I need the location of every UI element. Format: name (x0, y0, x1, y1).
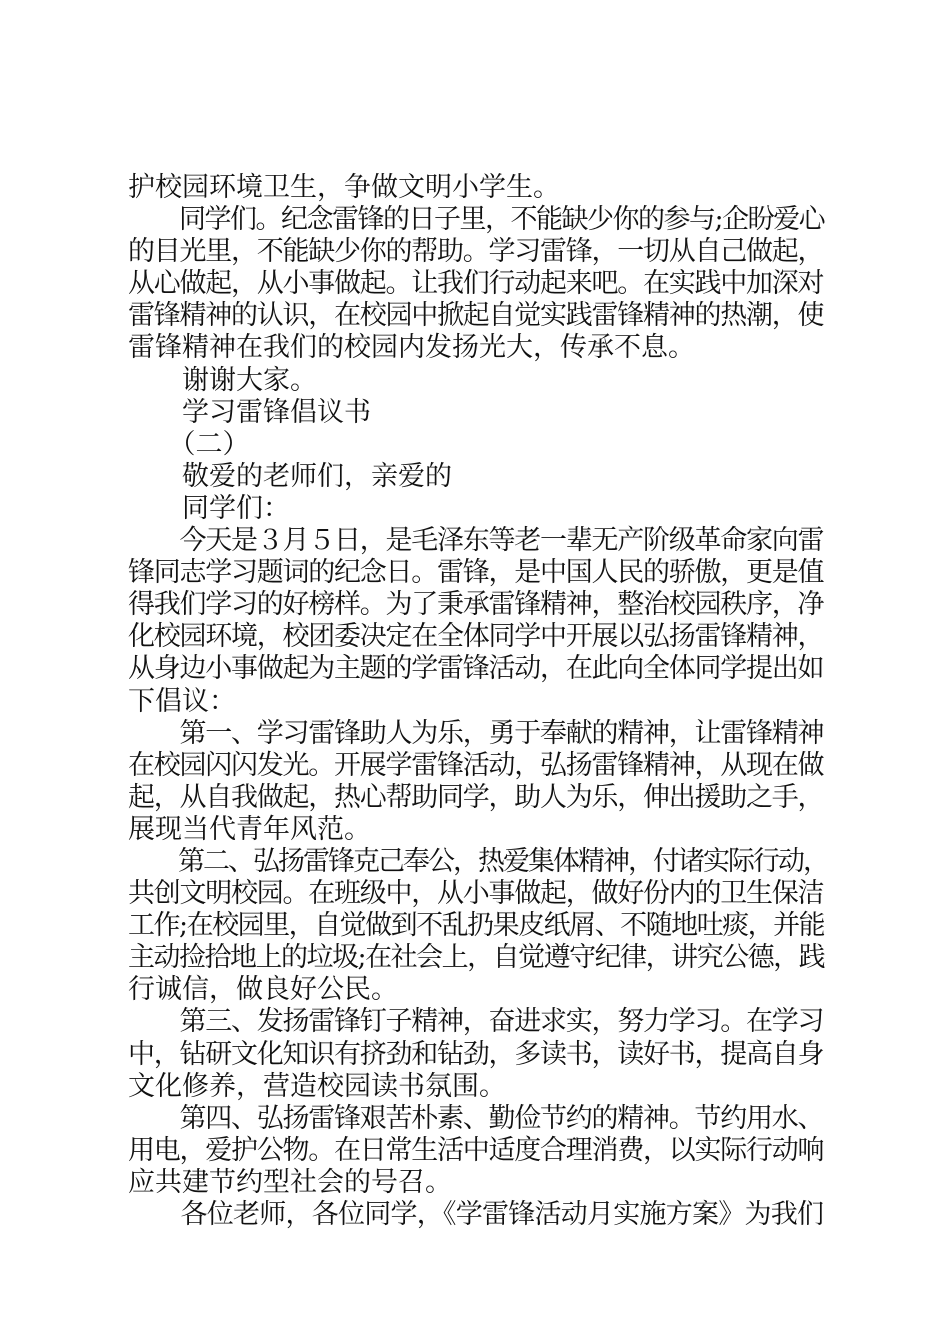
text-line: 从身边小事做起为主题的学雷锋活动，在此向全体同学提出如 (128, 653, 824, 685)
text-line: 第三、发扬雷锋钉子精神，奋进求实，努力学习。在学习 (128, 1006, 824, 1038)
text-line: 下倡议： (128, 685, 236, 717)
text-line: 在校园闪闪发光。开展学雷锋活动，弘扬雷锋精神，从现在做 (128, 749, 824, 781)
text-line: 第二、弘扬雷锋克己奉公，热爱集体精神，付诸实际行动， (128, 845, 828, 877)
text-line: 护校园环境卫生，争做文明小学生。 (128, 172, 560, 203)
text-line: 起，从自我做起，热心帮助同学，助人为乐，伸出援助之手， (128, 781, 824, 813)
text-line: 同学们。纪念雷锋的日子里，不能缺少你的参与;企盼爱心 (128, 204, 825, 236)
text-line: 的目光里，不能缺少你的帮助。学习雷锋，一切从自己做起， (128, 236, 824, 268)
text-line: 学习雷锋倡议书 (128, 396, 371, 428)
text-line: 用电，爱护公物。在日常生活中适度合理消费，以实际行动响 (128, 1134, 824, 1166)
text-line: 中，钻研文化知识有挤劲和钻劲，多读书，读好书，提高自身 (128, 1038, 824, 1070)
text-line: 共创文明校园。在班级中，从小事做起，做好份内的卫生保洁 (128, 878, 824, 910)
text-line: 锋同志学习题词的纪念日。雷锋，是中国人民的骄傲，更是值 (128, 557, 824, 589)
text-line: 得我们学习的好榜样。为了秉承雷锋精神，整治校园秩序，净 (128, 589, 824, 621)
text-line: 第四、弘扬雷锋艰苦朴素、勤俭节约的精神。节约用水、 (128, 1102, 824, 1134)
text-line: 应共建节约型社会的号召。 (128, 1166, 452, 1198)
text-line: 行诚信，做良好公民。 (128, 974, 398, 1006)
text-line: 文化修养，营造校园读书氛围。 (128, 1070, 506, 1102)
text-line: 化校园环境，校团委决定在全体同学中开展以弘扬雷锋精神， (128, 621, 824, 653)
text-line: 同学们： (128, 492, 290, 524)
text-line: 展现当代青年风范。 (128, 813, 371, 845)
text-line: 谢谢大家。 (128, 364, 317, 396)
text-line: 第一、学习雷锋助人为乐，勇于奉献的精神，让雷锋精神 (128, 717, 824, 749)
text-line: 各位老师，各位同学，《学雷锋活动月实施方案》为我们 (128, 1199, 824, 1230)
document-body (128, 172, 828, 1231)
text-line: 雷锋精神在我们的校园内发扬光大，传承不息。 (128, 332, 695, 364)
text-line: 工作;在校园里，自觉做到不乱扔果皮纸屑、不随地吐痰，并能 (128, 910, 825, 942)
text-line: 今天是３月５日，是毛泽东等老一辈无产阶级革命家向雷 (128, 525, 824, 557)
text-line: 主动捡拾地上的垃圾;在社会上，自觉遵守纪律，讲究公德，践 (128, 942, 825, 974)
text-line: 雷锋精神的认识，在校园中掀起自觉实践雷锋精神的热潮，使 (128, 300, 824, 332)
text-line: （二） (128, 428, 250, 460)
text-line: 从心做起，从小事做起。让我们行动起来吧。在实践中加深对 (128, 268, 824, 300)
text-line: 敬爱的老师们，亲爱的 (128, 460, 452, 492)
